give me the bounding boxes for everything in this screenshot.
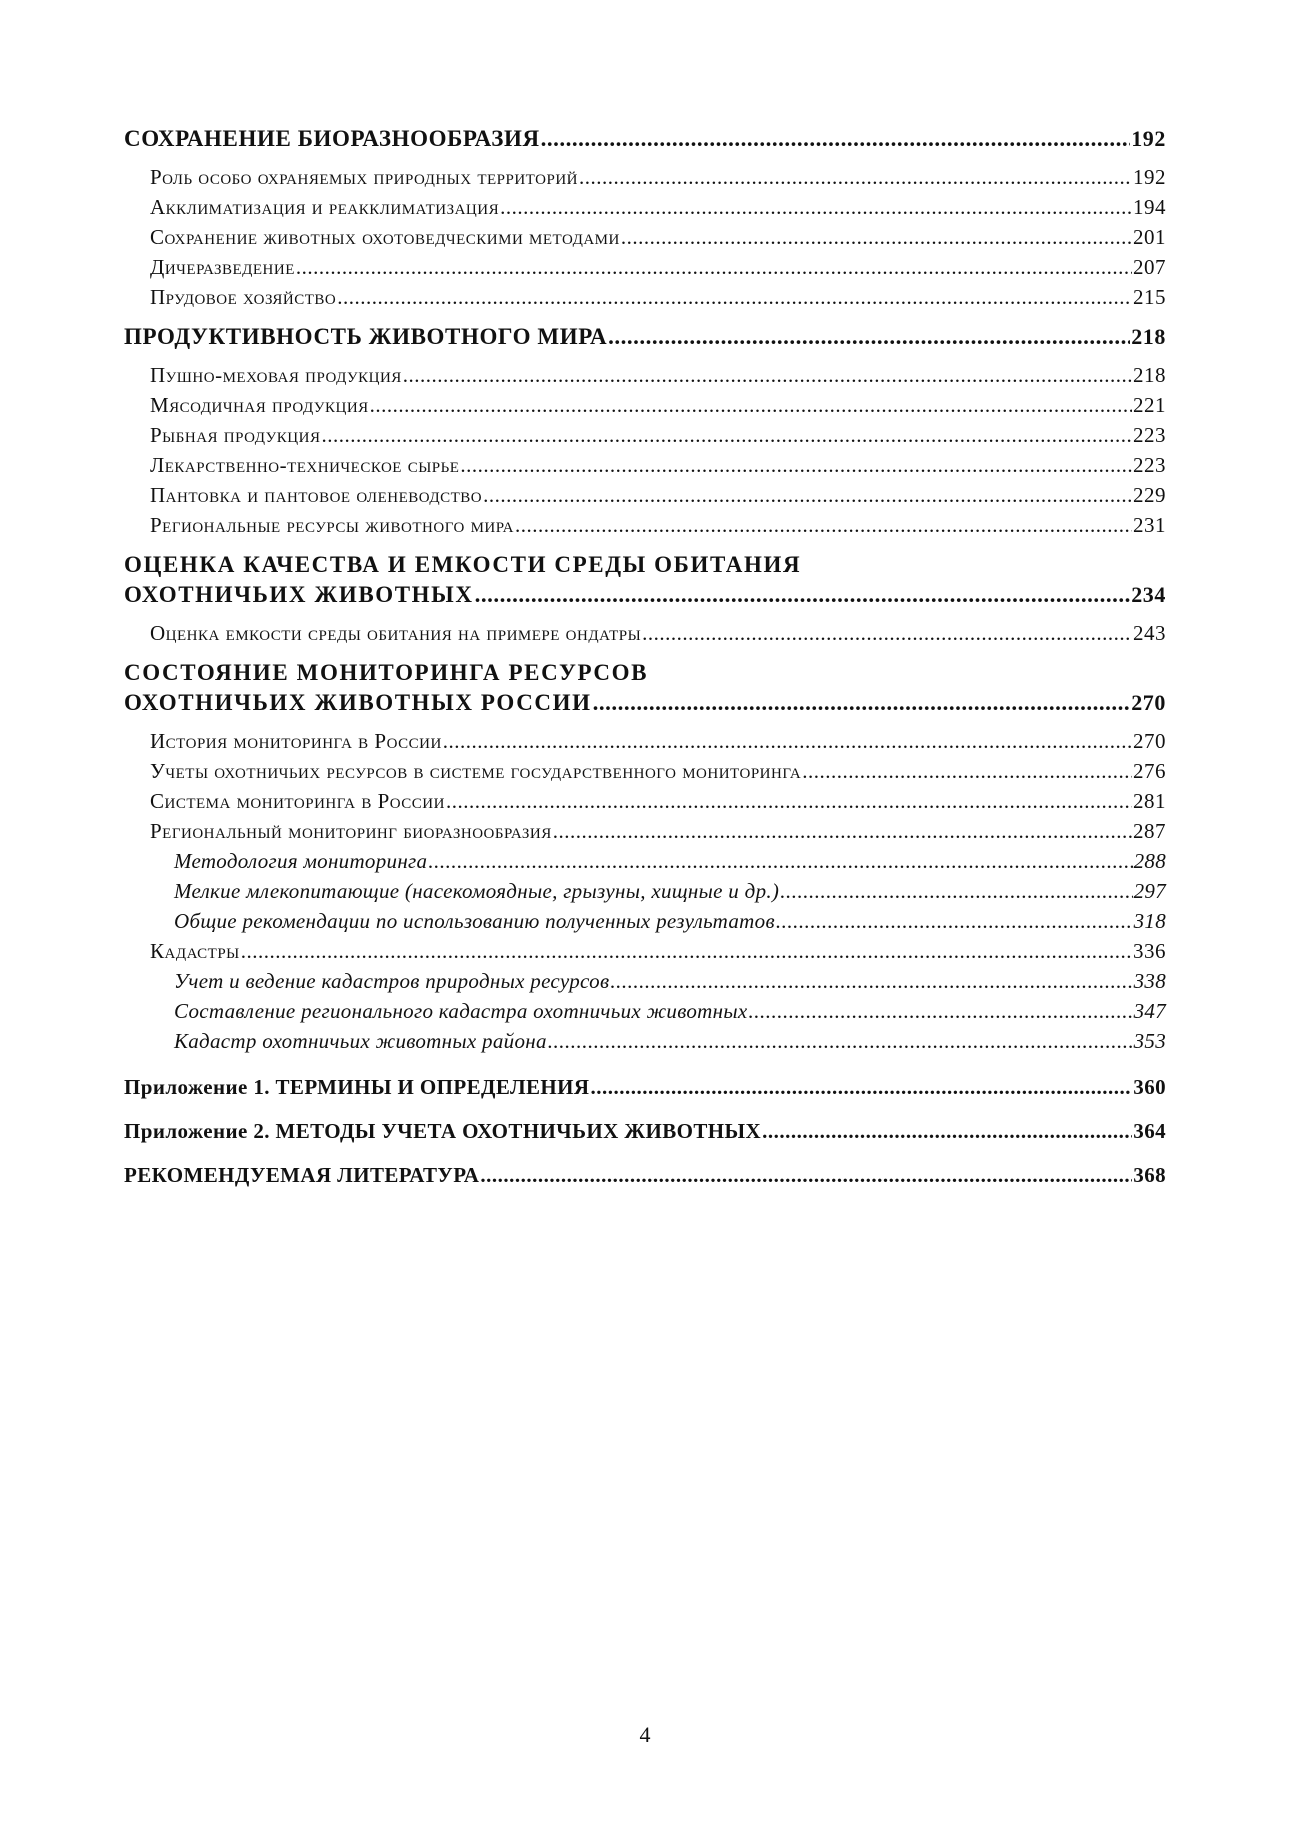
toc-section-title: СОХРАНЕНИЕ БИОРАЗНООБРАЗИЯ	[124, 126, 540, 151]
toc-section-title-line2: ОХОТНИЧЬИХ ЖИВОТНЫХ РОССИИ	[124, 690, 592, 715]
toc-item-title: Региональный мониторинг биоразнообразия	[150, 819, 552, 843]
toc-item-title: Рыбная продукция	[150, 423, 321, 447]
dot-leader	[500, 192, 1132, 222]
dot-leader	[548, 1026, 1133, 1056]
toc-item[interactable]	[124, 756, 1166, 786]
toc-page-number: 221	[1133, 393, 1166, 417]
dot-leader	[370, 390, 1132, 420]
toc-section-title-line2: ОХОТНИЧЬИХ ЖИВОТНЫХ	[124, 582, 474, 607]
toc-page-number: 347	[1133, 999, 1166, 1023]
toc-subitem-title: Составление регионального кадастра охотничьих животных	[174, 999, 748, 1023]
toc-item-title: Региональные ресурсы животного мира	[150, 513, 514, 537]
toc-subitem[interactable]	[124, 996, 1166, 1026]
toc-section-title-line1[interactable]: ОЦЕНКА КАЧЕСТВА И ЕМКОСТИ СРЕДЫ ОБИТАНИЯ	[124, 552, 802, 577]
toc-item[interactable]	[124, 192, 1166, 222]
dot-leader	[762, 1116, 1132, 1146]
toc-section-title-line1[interactable]: СОСТОЯНИЕ МОНИТОРИНГА РЕСУРСОВ	[124, 660, 649, 685]
toc-page-number: 192	[1133, 165, 1166, 189]
toc-page-number: 287	[1133, 819, 1166, 843]
toc-appendix[interactable]	[124, 1160, 1166, 1190]
toc-item[interactable]	[124, 936, 1166, 966]
dot-leader	[608, 322, 1130, 352]
dot-leader	[553, 816, 1132, 846]
toc-appendix-title: Приложение 2. МЕТОДЫ УЧЕТА ОХОТНИЧЬИХ ЖИВОТНЫХ	[124, 1119, 762, 1143]
toc-page-number: 270	[1133, 729, 1166, 753]
dot-leader	[321, 420, 1132, 450]
toc-subitem[interactable]	[124, 906, 1166, 936]
dot-leader	[621, 222, 1132, 252]
toc-item-title: Пушно-меховая продукция	[150, 363, 402, 387]
toc-item-title: Пантовка и пантовое оленеводство	[150, 483, 483, 507]
dot-leader	[610, 966, 1132, 996]
toc-page-number: 364	[1133, 1119, 1166, 1143]
dot-leader	[403, 360, 1132, 390]
dot-leader	[642, 618, 1132, 648]
toc-item[interactable]	[124, 390, 1166, 420]
dot-leader	[780, 876, 1132, 906]
dot-leader	[241, 936, 1132, 966]
toc-item-title: Прудовое хозяйство	[150, 285, 337, 309]
toc-page-number: 218	[1133, 363, 1166, 387]
toc-page-number: 223	[1133, 453, 1166, 477]
toc-subitem-title: Мелкие млекопитающие (насекомоядные, грызуны, хищные и др.)	[174, 879, 780, 903]
toc-item-title: История мониторинга в России	[150, 729, 442, 753]
toc-item-title: Сохранение животных охотоведческими методами	[150, 225, 620, 249]
toc-page-number: 215	[1133, 285, 1166, 309]
toc-item-title: Дичеразведение	[150, 255, 295, 279]
dot-leader	[590, 1072, 1132, 1102]
toc-page-number: 194	[1133, 195, 1166, 219]
toc-page-number: 276	[1133, 759, 1166, 783]
toc-item-title: Акклиматизация и реакклиматизация	[150, 195, 500, 219]
toc-page-number: 318	[1133, 909, 1166, 933]
dot-leader	[541, 124, 1131, 154]
toc-item[interactable]	[124, 786, 1166, 816]
dot-leader	[483, 480, 1132, 510]
dot-leader	[337, 282, 1132, 312]
toc-appendix-title: РЕКОМЕНДУЕМАЯ ЛИТЕРАТУРА	[124, 1163, 480, 1187]
toc-page-number: 368	[1133, 1163, 1166, 1187]
toc-page-number: 192	[1131, 126, 1166, 151]
dot-leader	[579, 162, 1132, 192]
toc-page-number: 234	[1131, 582, 1166, 607]
dot-leader	[515, 510, 1132, 540]
toc-section-heading[interactable]	[124, 688, 1166, 718]
toc-item-title: Мясодичная продукция	[150, 393, 369, 417]
page-number: 4	[639, 1722, 651, 1747]
toc-item[interactable]	[124, 618, 1166, 648]
toc-subitem[interactable]	[124, 966, 1166, 996]
dot-leader	[480, 1160, 1132, 1190]
toc-page-number: 297	[1133, 879, 1166, 903]
toc-item-title: Кадастры	[150, 939, 240, 963]
dot-leader	[776, 906, 1133, 936]
toc-item-title: Роль особо охраняемых природных территорий	[150, 165, 578, 189]
toc-section-title: ПРОДУКТИВНОСТЬ ЖИВОТНОГО МИРА	[124, 324, 608, 349]
toc-appendix-title: Приложение 1. ТЕРМИНЫ И ОПРЕДЕЛЕНИЯ	[124, 1075, 590, 1099]
toc-page-number: 243	[1133, 621, 1166, 645]
toc-item[interactable]	[124, 222, 1166, 252]
toc-subitem-title: Общие рекомендации по использованию полученных результатов	[174, 909, 775, 933]
dot-leader	[460, 450, 1132, 480]
dot-leader	[475, 580, 1131, 610]
toc-page-number: 353	[1133, 1029, 1166, 1053]
toc-item[interactable]	[124, 450, 1166, 480]
table-of-contents	[124, 124, 1166, 1190]
toc-item[interactable]	[124, 726, 1166, 756]
toc-item[interactable]	[124, 420, 1166, 450]
toc-item-title: Учеты охотничьих ресурсов в системе государственного мониторинга	[150, 759, 802, 783]
dot-leader	[802, 756, 1132, 786]
toc-subitem-title: Методология мониторинга	[174, 849, 428, 873]
toc-item[interactable]	[124, 816, 1166, 846]
toc-appendix[interactable]	[124, 1116, 1166, 1146]
dot-leader	[748, 996, 1132, 1026]
toc-appendix[interactable]	[124, 1072, 1166, 1102]
toc-page-number: 338	[1133, 969, 1166, 993]
toc-subitem[interactable]	[124, 846, 1166, 876]
toc-page-number: 336	[1133, 939, 1166, 963]
toc-item-title: Система мониторинга в России	[150, 789, 445, 813]
toc-subitem-title: Учет и ведение кадастров природных ресурсов	[174, 969, 610, 993]
toc-page-number: 270	[1131, 690, 1166, 715]
toc-section-heading[interactable]	[124, 580, 1166, 610]
toc-subitem-title: Кадастр охотничьих животных района	[174, 1029, 547, 1053]
toc-page-number: 218	[1131, 324, 1166, 349]
toc-page-number: 223	[1133, 423, 1166, 447]
toc-item[interactable]	[124, 282, 1166, 312]
dot-leader	[593, 688, 1131, 718]
toc-page-number: 201	[1133, 225, 1166, 249]
toc-page-number: 207	[1133, 255, 1166, 279]
dot-leader	[296, 252, 1132, 282]
toc-item-title: Оценка емкости среды обитания на примере ондатры	[150, 621, 642, 645]
dot-leader	[443, 726, 1132, 756]
toc-page-number: 360	[1133, 1075, 1166, 1099]
toc-section-heading[interactable]	[124, 322, 1166, 352]
toc-item[interactable]	[124, 510, 1166, 540]
toc-page-number: 281	[1133, 789, 1166, 813]
toc-subitem[interactable]	[124, 1026, 1166, 1056]
toc-item-title: Лекарственно-техническое сырье	[150, 453, 460, 477]
toc-page-number: 231	[1133, 513, 1166, 537]
dot-leader	[428, 846, 1132, 876]
toc-subitem[interactable]	[124, 876, 1166, 906]
toc-page-number: 229	[1133, 483, 1166, 507]
toc-item[interactable]	[124, 360, 1166, 390]
toc-item[interactable]	[124, 162, 1166, 192]
toc-page-number: 288	[1133, 849, 1166, 873]
dot-leader	[446, 786, 1132, 816]
toc-section-heading[interactable]	[124, 124, 1166, 154]
toc-item[interactable]	[124, 480, 1166, 510]
toc-item[interactable]	[124, 252, 1166, 282]
